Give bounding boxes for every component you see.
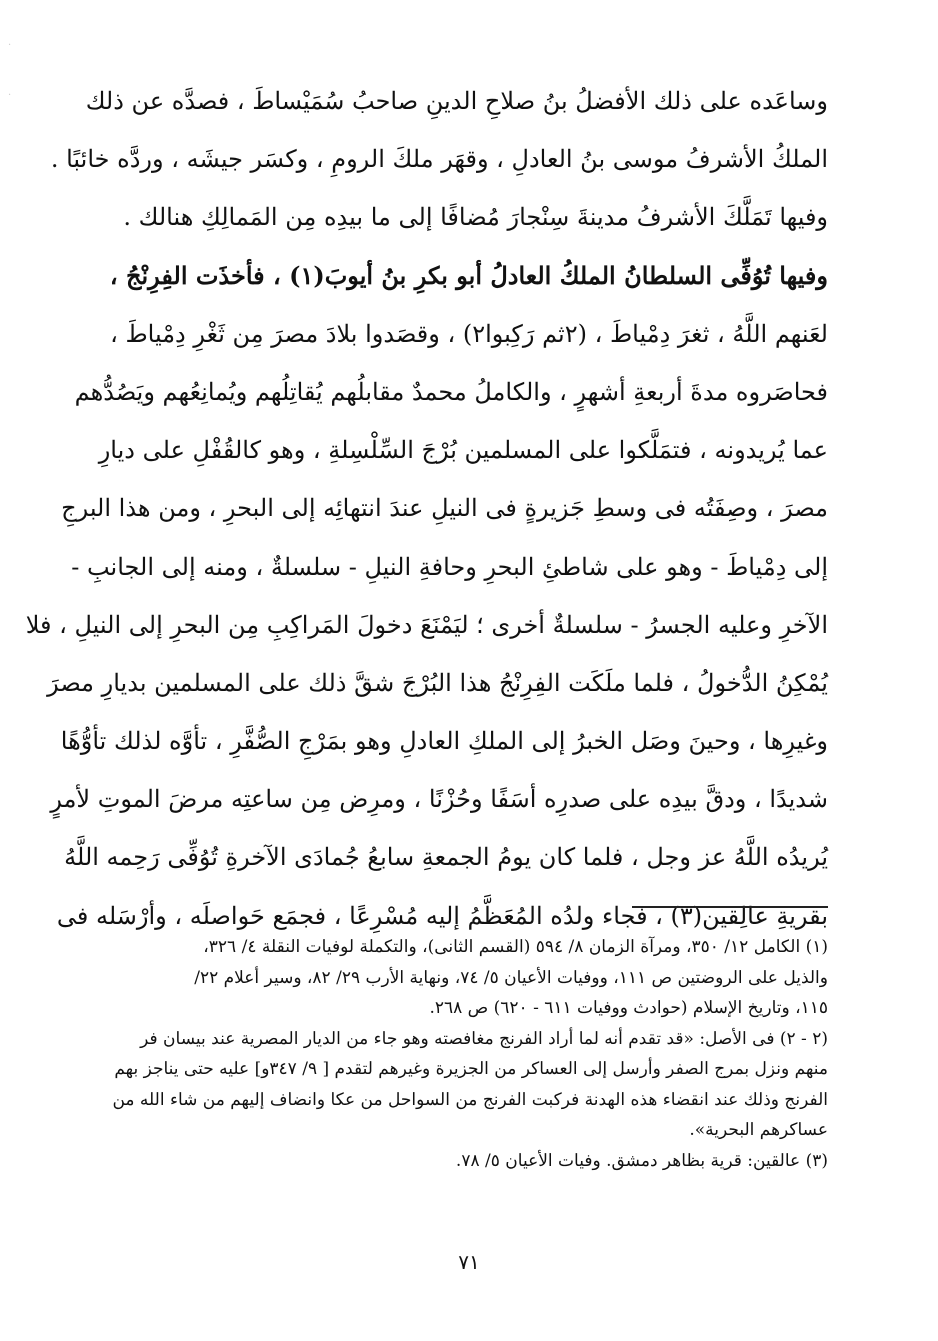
text-line: عما يُريدونه ، فتمَلَّكوا على المسلمين بُرْجَ السِّلْسِلةِ ، وهو كالقُفْلِ على ديارِ <box>98 436 828 465</box>
footnote-line: (٣) عالقين: قرية بظاهر دمشق. وفيات الأعيان ٥/ ٧٨. <box>455 1150 828 1171</box>
main-text <box>25 72 828 945</box>
text-line: وغيرِها ، وحينَ وصَل الخبرُ إلى الملكِ العادلِ وهو بمَرْجِ الصُّفَّرِ ، تأوَّه لذلك تأوُّهًا <box>60 727 828 756</box>
footnotes <box>112 932 828 1176</box>
text-line: الملكُ الأشرفُ موسى بنُ العادلِ ، وقهَر ملكَ الرومِ ، وكسَر جيشَه ، وردَّه خائبًا . <box>50 145 828 174</box>
page-number: ٧١ <box>458 1250 480 1274</box>
footnote-line: عساكرهم البحرية». <box>689 1120 828 1140</box>
text-line: لعَنهم اللَّهُ ، ثغرَ دِمْياطَ ، (٢ثم رَكِبوا٢) ، وقصَدوا بلادَ مصرَ مِن ثَغْرِ دِمْياطَ ، <box>110 319 828 348</box>
footnote-line: (١) الكامل ١٢/ ٣٥٠، ومرآة الزمان ٨/ ٥٩٤ (القسم الثانى)، والتكملة لوفيات النقلة ٤/ ٣٢٦، <box>203 937 828 957</box>
footnote-line: الفرنج وذلك عند انقضاء هذه الهدنة فركبت الفرنج من السواحل من عكا وانضاف إليهم من شاء الله من <box>112 1089 828 1110</box>
footnote-line: (٢ - ٢) فى الأصل: «قد تقدم أنه لما أراد الفرنج مغافصته وهو جاء من الديار المصرية عند بيسان فر <box>140 1028 828 1049</box>
margin-mark: · <box>8 90 12 101</box>
text-line: الآخرِ وعليه الجسرُ - سلسلةٌ أخرى ؛ ليَمْنَعَ دخولَ المَراكِبِ مِن البحرِ إلى النيلِ ، فلا <box>25 610 828 639</box>
text-line: يُريدُه اللَّهُ عز وجل ، فلما كان يومُ الجمعةِ سابعُ جُمادَى الآخرةِ تُوُفِّى رَحِمه اللَّهُ <box>64 843 828 872</box>
text-line: فحاصَروه مدةَ أربعةِ أشهرٍ ، والكاملُ محمدٌ مقابلُهم يُقاتِلُهم ويُمانِعُهم ويَصُدُّهم <box>74 377 828 406</box>
text-line: وفيها تَمَلَّكَ الأشرفُ مدينةَ سِنْجارَ مُضافًا إلى ما بيدِه مِن المَمالِكِ هنالك . <box>123 203 828 232</box>
footnote-line: منهم ونزل بمرج الصفر وأرسل إلى العساكر من الجزيرة وغيرهم لتقدم [ ٩/ ٣٤٧و] عليه حتى يناجز بهم <box>114 1059 828 1079</box>
text-line: بقريةِ عالِقين(٣) ، فجاء ولدُه المُعَظَّمُ إليه مُسْرِعًا ، فجمَع حَواصلَه ، وأرْسَله فى <box>56 901 828 930</box>
text-line: وساعَده على ذلك الأفضلُ بنُ صلاحِ الدينِ صاحبُ سُمَيْساطَ ، فصدَّه عن ذلك <box>85 87 828 115</box>
text-line: يُمْكِنُ الدُّخولُ ، فلما ملَكَت الفِرِنْجُ هذا البُرْجَ شقَّ ذلك على المسلمين بديارِ مصرَ <box>47 668 828 697</box>
margin-mark: · <box>8 40 12 51</box>
footnote-line: ١١٥، وتاريخ الإسلام (حوادث ووفيات ٦١١ - ٦٢٠) ص ٢٦٨. <box>429 998 828 1018</box>
text-line: شديدًا ، ودقَّ بيدِه على صدرِه أسَفًا وحُزْنًا ، ومرِض مِن ساعتِه مرضَ الموتِ لأمرٍ <box>50 785 828 814</box>
footnote-line: والذيل على الروضتين ص ١١١، ووفيات الأعيان ٥/ ٧٤، ونهاية الأرب ٢٩/ ٨٢، وسير أعلام ٢٢/ <box>194 967 828 988</box>
text-line: إلى دِمْياطَ - وهو على شاطئِ البحرِ وحافةِ النيلِ - سلسلةٌ ، ومنه إلى الجانبِ - <box>71 552 828 581</box>
text-line: وفيها تُوُفِّى السلطانُ الملكُ العادلُ أبو بكرِ بنُ أيوبَ(١) ، فأخذَت الفِرِنْجُ ، <box>109 260 828 290</box>
text-line: مصرَ ، وصِفَتُه فى وسطِ جَزيرةٍ فى النيلِ عندَ انتهائِه إلى البحرِ ، ومن هذا البرجِ <box>61 494 828 523</box>
footnote-separator <box>632 906 828 908</box>
